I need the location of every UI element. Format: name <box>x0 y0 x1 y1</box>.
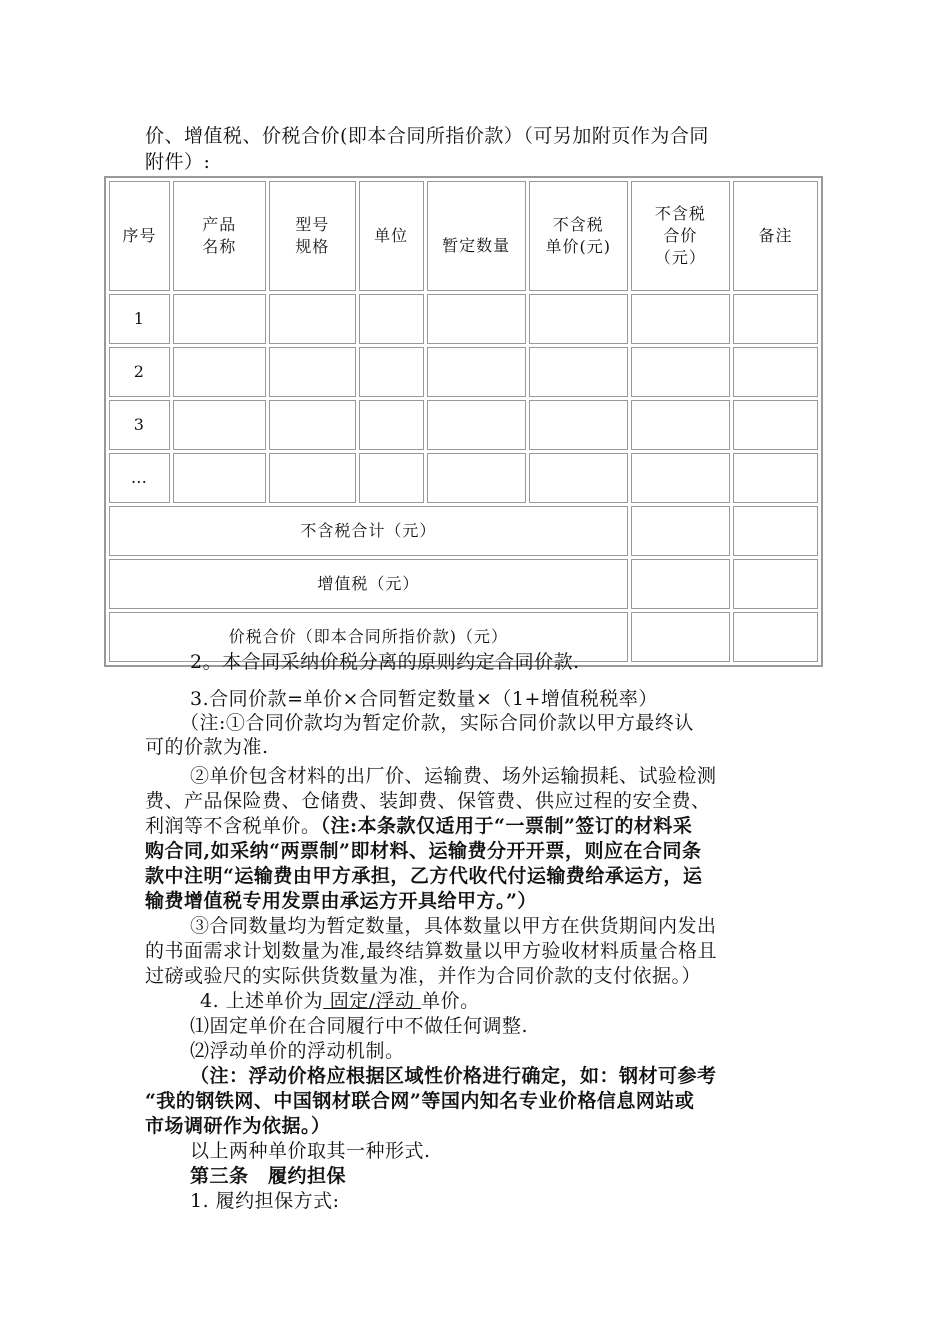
paragraph-choose: 以上两种单价取其一种形式. <box>190 1140 431 1162</box>
row-index: 2 <box>109 347 170 397</box>
note-4-line-a: （注：浮动价格应根据区域性价格进行确定，如：钢材可参考 <box>190 1065 717 1087</box>
header-cell-quantity: 暂定数量 <box>427 181 526 291</box>
row-index: … <box>109 453 170 503</box>
header-cell-unit: 单位 <box>359 181 424 291</box>
note-2-line-c: 利润等不含税单价。（注:本条款仅适用于“一票制”签订的材料采 <box>145 815 693 837</box>
note-3-line-b: 的书面需求计划数量为准,最终结算数量以甲方验收材料质量合格且 <box>145 940 718 962</box>
note-1-line-b: 可的价款为准. <box>145 736 269 758</box>
price-table <box>104 176 823 667</box>
table-row <box>109 347 818 397</box>
note-4-line-c: 市场调研作为依据。） <box>145 1115 331 1137</box>
header-cell-index: 序号 <box>109 181 170 291</box>
summary-label: 不含税合计（元） <box>109 506 628 556</box>
header-cell-remarks: 备注 <box>733 181 818 291</box>
note-3-line-c: 过磅或验尺的实际供货数量为准，并作为合同价款的支付依据。） <box>145 965 702 987</box>
table-row <box>109 400 818 450</box>
summary-row-vat <box>109 559 818 609</box>
summary-row-subtotal <box>109 506 818 556</box>
row-index: 1 <box>109 294 170 344</box>
note-2-line-d: 购合同,如采纳“两票制”即材料、运输费分开开票，则应在合同条 <box>145 840 702 862</box>
note-2-line-f: 输费增值税专用发票由承运方开具给甲方。”） <box>145 890 537 912</box>
price-type-value: 固定/浮动 <box>323 990 422 1012</box>
header-cell-total-price: 不含税 合价 （元） <box>631 181 730 291</box>
intro-line-1: 价、增值税、价税合价(即本合同所指价款）（可另加附页作为合同 <box>145 125 709 147</box>
header-cell-unit-price: 不含税 单价(元) <box>529 181 628 291</box>
intro-line-2: 附件）: <box>145 151 211 173</box>
section-3-paragraph-1: 1. 履约担保方式: <box>190 1190 340 1212</box>
paragraph-4-item-1: ⑴固定单价在合同履行中不做任何调整. <box>190 1015 529 1037</box>
paragraph-4: 4. 上述单价为 固定/浮动 单价。 <box>200 990 480 1012</box>
paragraph-4-item-2: ⑵浮动单价的浮动机制。 <box>190 1040 405 1062</box>
note-3-line-a: ③合同数量均为暂定数量，具体数量以甲方在供货期间内发出 <box>190 915 717 937</box>
summary-label: 价税合价（即本合同所指价款)（元） <box>109 612 628 662</box>
note-2-line-e: 款中注明“运输费由甲方承担，乙方代收代付运输费给承运方，运 <box>145 865 703 887</box>
header-cell-product-name: 产品 名称 <box>173 181 266 291</box>
paragraph-3: 3.合同价款=单价×合同暂定数量×（1+增值税税率） <box>190 688 658 710</box>
row-index: 3 <box>109 400 170 450</box>
header-cell-model-spec: 型号 规格 <box>269 181 356 291</box>
note-4-line-b: “我的钢铁网、中国钢材联合网”等国内知名专业价格信息网站或 <box>145 1090 695 1112</box>
note-2-line-a: ②单价包含材料的出厂价、运输费、场外运输损耗、试验检测 <box>190 765 717 787</box>
table-row <box>109 453 818 503</box>
table-row <box>109 294 818 344</box>
paragraph-2: 2。本合同采纳价税分离的原则约定合同价款. <box>190 651 580 673</box>
note-2-line-b: 费、产品保险费、仓储费、装卸费、保管费、供应过程的安全费、 <box>145 790 711 812</box>
section-3-heading: 第三条 履约担保 <box>190 1165 347 1187</box>
note-1-line-a: （注:①合同价款均为暂定价款，实际合同价款以甲方最终认 <box>180 712 694 734</box>
summary-label: 增值税（元） <box>109 559 628 609</box>
table-header-row <box>109 181 818 291</box>
